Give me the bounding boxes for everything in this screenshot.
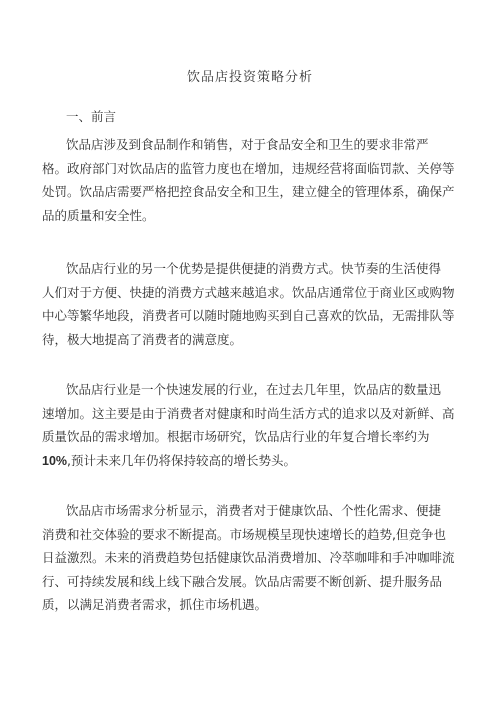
- paragraph-line: 质量饮品的需求增加。根据市场研究，饮品店行业的年复合增长率约为: [42, 429, 430, 444]
- paragraph-line: 处罚。饮品店需要严格把控食品安全和卫生，建立健全的管理体系，确保产: [42, 184, 455, 199]
- paragraph-line: 饮品店行业是一个快速发展的行业，在过去几年里，饮品店的数量迅: [66, 382, 442, 397]
- paragraph-last-line: [42, 449, 460, 474]
- paragraph-line: 饮品店行业的另一个优势是提供便捷的消费方式。快节奏的生活使得: [66, 261, 442, 276]
- paragraph-1: [42, 133, 460, 227]
- growth-rate-value: 10%: [42, 453, 68, 468]
- paragraph-line: 行、可持续发展和线上线下融合发展。饮品店需要不断创新、提升服务品: [42, 573, 443, 589]
- paragraph-line: 消费和社交体验的要求不断提高。市场规模呈现快速增长的趋势,但竞争也: [42, 526, 446, 542]
- paragraph-line: 品的质量和安全性。: [42, 207, 155, 223]
- paragraph-4: [42, 499, 460, 617]
- paragraph-line: 格。政府部门对饮品店的监管力度也在增加，违规经营将面临罚款、关停等: [42, 160, 455, 176]
- paragraph-2: [42, 257, 460, 351]
- paragraph-line: 质，以满足消费者需求，抓住市场机遇。: [42, 597, 268, 612]
- document-title: 饮品店投资策略分析: [186, 70, 313, 85]
- paragraph-line: 饮品店涉及到食品制作和销售，对于食品安全和卫生的要求非常严: [66, 137, 429, 152]
- paragraph-line-rest: ,预计未来几年仍将保持较高的增长势头。: [67, 452, 297, 468]
- paragraph-line: 待，极大地提高了消费者的满意度。: [42, 331, 243, 347]
- section-heading: 一、前言: [66, 109, 117, 124]
- paragraph-line: 日益激烈。未来的消费趋势包括健康饮品消费增加、冷萃咖啡和手冲咖啡流: [42, 550, 455, 565]
- paragraph-line: 人们对于方便、快捷的消费方式越来越追求。饮品店通常位于商业区或购物: [42, 284, 455, 300]
- paragraph-3: [42, 378, 460, 473]
- paragraph-line: 速增加。这主要是由于消费者对健康和时尚生活方式的追求以及对新鲜、高: [42, 405, 455, 421]
- paragraph-line: 饮品店市场需求分析显示，消费者对于健康饮品、个性化需求、便捷: [66, 503, 442, 518]
- paragraph-line: 中心等繁华地段，消费者可以随时随地购买到自己喜欢的饮品，无需排队等: [42, 308, 455, 323]
